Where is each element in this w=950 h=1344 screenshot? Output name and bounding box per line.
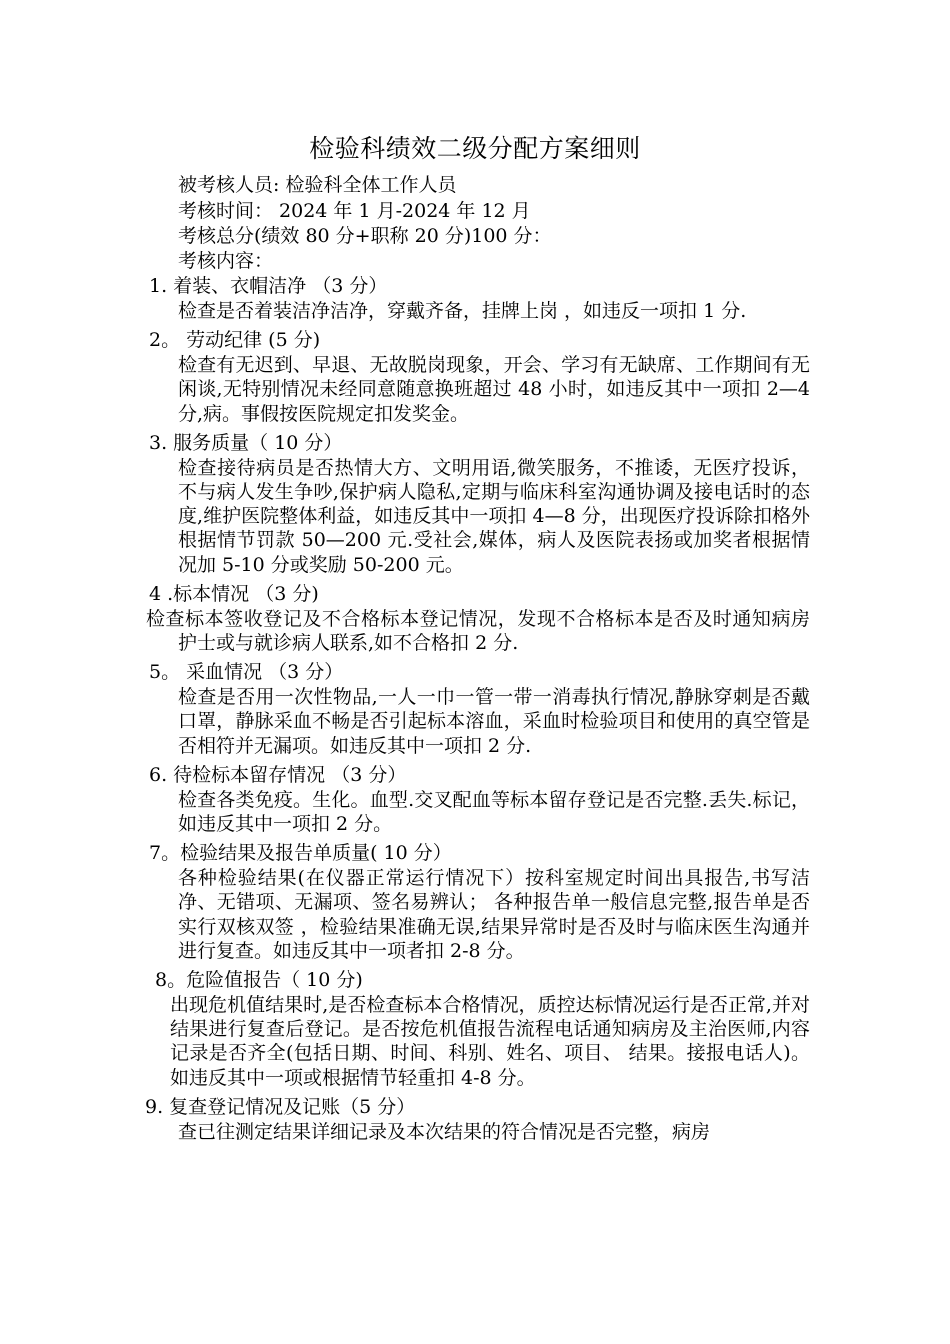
section-body: 出现危机值结果时,是否检查标本合格情况，质控达标情况运行是否正常,并对结果进行复查后登记。是否按危机值报告流程电话通知病房及主治医师,内容记录是否齐全(包括日期、时间、科别、姓名、项目、 结果。接报电话人)。如违反其中一项或根据情节轻重扣 4-8 分。 — [170, 994, 810, 1089]
section-heading: 8。危险值报告（ 10 分) — [155, 969, 363, 992]
section-1 — [0, 273, 950, 323]
section-body: 检查标本签收登记及不合格标本登记情况，发现不合格标本是否及时通知病房护士或与就诊病人联系,如不合格扣 2 分. — [146, 607, 810, 655]
section-7 — [0, 840, 950, 963]
section-3 — [0, 430, 950, 577]
document-title: 检验科绩效二级分配方案细则 — [309, 134, 641, 163]
section-body: 查已往测定结果详细记录及本次结果的符合情况是否完整，病房 — [178, 1120, 711, 1143]
meta-content-label: 考核内容： — [178, 250, 274, 272]
section-heading: 9. 复查登记情况及记账（5 分） — [145, 1095, 416, 1118]
meta-assessed-staff: 被考核人员: 检验科全体工作人员 — [178, 174, 457, 196]
section-body: 检查是否用一次性物品,一人一巾一管一带一消毒执行情况,静脉穿刺是否戴口罩，静脉采血不畅是否引起标本溶血，采血时检验项目和使用的真空管是否相符并无漏项。如违反其中一项扣 2 分. — [178, 686, 810, 757]
section-heading: 5。 采血情况 （3 分） — [149, 661, 344, 684]
section-9 — [0, 1094, 950, 1144]
section-4 — [0, 581, 950, 655]
section-heading: 2。 劳动纪律 (5 分) — [149, 329, 321, 352]
section-body: 检查有无迟到、早退、无故脱岗现象，开会、学习有无缺席、工作期间有无闲谈,无特别情况未经同意随意换班超过 48 小时，如违反其中一项扣 2—4 分,病。事假按医院规定扣发奖金。 — [178, 354, 810, 425]
section-heading: 3. 服务质量（ 10 分） — [149, 431, 343, 454]
section-body: 检查接待病员是否热情大方、文明用语,微笑服务，不推诿，无医疗投诉，不与病人发生争吵,保护病人隐私,定期与临床科室沟通协调及接电话时的态度,维护医院整体利益，如违反其中一项扣 4—8 分，出现医疗投诉除扣格外根据情节罚款 50—200 元.受社会,媒体，病人及医院表扬或加奖者根据情况加 5-10 分或奖励 50-200 元。 — [178, 456, 810, 576]
meta-assessment-period: 考核时间： 2024 年 1 月-2024 年 12 月 — [178, 200, 531, 222]
section-heading: 1. 着装、衣帽洁净 （3 分） — [149, 275, 388, 297]
section-8 — [0, 967, 950, 1090]
section-heading: 4 .标本情况 （3 分) — [149, 582, 319, 605]
section-body: 检查是否着装洁净洁净，穿戴齐备，挂牌上岗 ，如违反一项扣 1 分. — [178, 300, 747, 322]
section-heading: 7。检验结果及报告单质量( 10 分） — [149, 842, 452, 865]
section-body: 检查各类免疫。生化。血型.交叉配血等标本留存登记是否完整.丢失.标记，如违反其中一项扣 2 分。 — [178, 788, 810, 836]
section-5 — [0, 659, 950, 758]
assessment-sections — [0, 273, 950, 1144]
meta-total-score: 考核总分(绩效 80 分+职称 20 分)100 分： — [178, 225, 552, 247]
section-6 — [0, 762, 950, 836]
section-2 — [0, 327, 950, 426]
section-body: 各种检验结果(在仪器正常运行情况下）按科室规定时间出具报告,书写洁净、无错项、无漏项、签名易辨认； 各种报告单一般信息完整,报告单是否实行双核双签 ，检验结果准确无误,结果异常时是否及时与临床医生沟通并进行复查。如违反其中一项者扣 2-8 分。 — [178, 867, 810, 962]
section-heading: 6. 待检标本留存情况 （3 分） — [149, 763, 407, 786]
